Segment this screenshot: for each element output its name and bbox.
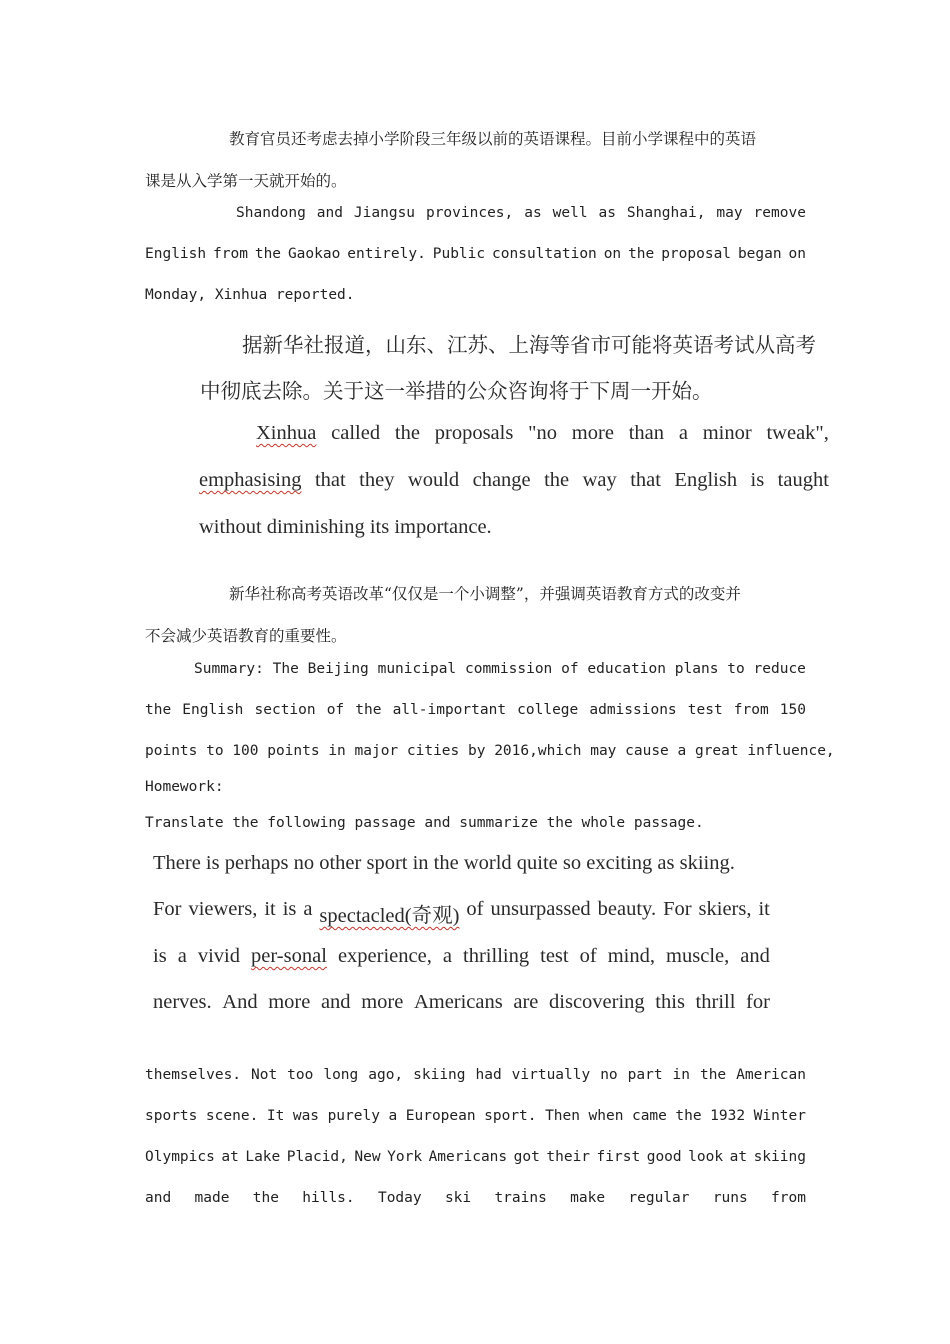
word: Gaokao <box>287 246 341 262</box>
passage-mono-line4 <box>145 1190 806 1206</box>
para3-cn-line1: 据新华社报道，山东、江苏、上海等省市可能将英语考试从高考 <box>242 333 816 357</box>
word: for <box>746 991 770 1013</box>
word: good <box>646 1149 682 1165</box>
passage-mono-line2 <box>145 1108 806 1124</box>
word: would <box>407 469 460 491</box>
word: tweak", <box>766 422 829 444</box>
passage-big-line4 <box>153 991 770 1014</box>
word: virtually <box>511 1067 591 1083</box>
word: this <box>655 991 685 1013</box>
word: unsurpassed <box>490 898 591 920</box>
word: from <box>213 246 248 262</box>
word: that <box>630 469 661 491</box>
word: nerves. <box>153 991 212 1013</box>
word: it <box>758 898 770 920</box>
word: as <box>598 205 616 221</box>
word: make <box>570 1190 606 1206</box>
word: commission <box>464 661 553 677</box>
word: the <box>628 246 655 262</box>
word: Summary: <box>194 661 264 677</box>
summary-line2 <box>145 702 806 718</box>
word: regular <box>628 1190 690 1206</box>
word: ski <box>444 1190 472 1206</box>
word: experience, <box>337 945 432 967</box>
word: came <box>631 1108 667 1124</box>
word: Not <box>251 1067 278 1083</box>
word: Shandong <box>236 205 306 221</box>
word: college <box>517 702 579 718</box>
word: reduce <box>753 661 806 677</box>
word: trains <box>494 1190 547 1206</box>
word: Olympics <box>145 1149 215 1165</box>
word: And <box>222 991 258 1013</box>
word: way <box>582 469 617 491</box>
word: the <box>252 1190 279 1206</box>
word: of <box>561 661 579 677</box>
homework-instruction: Translate the following passage and summarize the whole passage. <box>145 815 704 831</box>
word: For <box>153 898 182 920</box>
word: in <box>672 1067 690 1083</box>
para4-line1 <box>256 422 829 445</box>
word: skiers, <box>698 898 752 920</box>
word: consultation <box>492 246 597 262</box>
word: scene. <box>205 1108 259 1124</box>
word: the <box>355 702 382 718</box>
word: taught <box>777 469 829 491</box>
word: the <box>675 1108 702 1124</box>
word: sports <box>145 1108 198 1124</box>
para5-line2: 不会减少英语教育的重要性。 <box>145 627 347 645</box>
word: English <box>182 702 244 718</box>
word: was <box>292 1108 320 1124</box>
word: long <box>323 1067 359 1083</box>
word: York <box>387 1149 423 1165</box>
word: on <box>788 246 806 262</box>
word: ago, <box>368 1067 404 1083</box>
word: is <box>750 469 765 491</box>
word: their <box>546 1149 591 1165</box>
word: first <box>596 1149 641 1165</box>
word: 1932 <box>710 1108 746 1124</box>
word: from <box>733 702 769 718</box>
word: part <box>627 1067 663 1083</box>
passage-mono-line1 <box>145 1067 806 1083</box>
word: the <box>394 422 420 444</box>
word: on <box>603 246 622 262</box>
word: English <box>674 469 738 491</box>
para5-line1: 新华社称高考英语改革“仅仅是一个小调整”，并强调英语教育方式的改变并 <box>229 585 741 603</box>
word: too <box>287 1067 314 1083</box>
para1-line1: 教育官员还考虑去掉小学阶段三年级以前的英语课程。目前小学课程中的英语 <box>229 130 757 148</box>
word: and <box>145 1190 172 1206</box>
word: as <box>524 205 542 221</box>
word: skiing <box>413 1067 466 1083</box>
word: had <box>475 1067 502 1083</box>
word: Lake <box>245 1149 281 1165</box>
word: hills. <box>302 1190 355 1206</box>
word: a <box>303 898 313 920</box>
word: Placid, <box>286 1149 348 1165</box>
word: to <box>727 661 745 677</box>
word: discovering <box>549 991 645 1013</box>
word: well <box>552 205 588 221</box>
word: that <box>314 469 346 491</box>
word: runs <box>712 1190 748 1206</box>
word: European <box>405 1108 476 1124</box>
word: got <box>513 1149 540 1165</box>
word: more <box>361 991 404 1013</box>
word: skiing <box>753 1149 806 1165</box>
word: and <box>320 991 351 1013</box>
word: purely <box>327 1108 380 1124</box>
word: the <box>254 246 282 262</box>
word: at <box>729 1149 748 1165</box>
word: a <box>678 422 688 444</box>
word: made <box>194 1190 230 1206</box>
para4-line3: without diminishing its importance. <box>199 516 492 538</box>
word: a <box>177 945 187 967</box>
word: sport. <box>484 1108 537 1124</box>
word: education <box>587 661 666 677</box>
word: test <box>540 945 569 967</box>
para2-line3: Monday, Xinhua reported. <box>145 287 355 303</box>
word: is <box>282 898 297 920</box>
summary-line3: points to 100 points in major cities by 2016,which may cause a great influence, <box>145 743 835 759</box>
word: Shanghai, <box>626 205 706 221</box>
para2-line1 <box>236 205 806 221</box>
word: per-sonal <box>251 945 327 967</box>
word: began <box>737 246 782 262</box>
word: Jiangsu <box>353 205 416 221</box>
para2-line2 <box>145 246 806 262</box>
word: than <box>628 422 665 444</box>
word: "no <box>528 422 557 444</box>
word: called <box>331 422 381 444</box>
word: and <box>740 945 770 967</box>
word: they <box>359 469 395 491</box>
word: muscle, <box>666 945 730 967</box>
word: look <box>688 1149 724 1165</box>
word: thrill <box>695 991 736 1013</box>
homework-label: Homework: <box>145 779 224 795</box>
word: may <box>716 205 743 221</box>
word: Americans <box>428 1149 508 1165</box>
summary-line1 <box>194 661 806 677</box>
word: from <box>771 1190 806 1206</box>
word: Today <box>377 1190 422 1206</box>
passage-big-line2 <box>153 898 770 928</box>
word: admissions <box>589 702 677 718</box>
word: beauty. <box>597 898 657 920</box>
para3-cn-line2: 中彻底去除。关于这一举措的公众咨询将于下周一开始。 <box>200 379 713 403</box>
word: Winter <box>753 1108 806 1124</box>
word: Xinhua <box>256 422 317 444</box>
passage-big-line3 <box>153 945 770 968</box>
word: test <box>687 702 723 718</box>
word: mind, <box>607 945 656 967</box>
word: a <box>388 1108 398 1124</box>
word: Beijing <box>307 661 369 677</box>
word: when <box>588 1108 624 1124</box>
word: English <box>145 246 207 262</box>
word: emphasising <box>199 469 302 491</box>
word: proposals <box>434 422 514 444</box>
word: change <box>472 469 531 491</box>
word: of <box>466 898 484 920</box>
word: spectacled(奇观) <box>319 905 460 927</box>
word: it <box>264 898 276 920</box>
word: are <box>513 991 539 1013</box>
word: The <box>272 661 299 677</box>
word: 150 <box>779 702 806 718</box>
word: entirely. <box>347 246 426 262</box>
para4-line2 <box>199 469 829 492</box>
word: section <box>254 702 316 718</box>
word: of <box>326 702 345 718</box>
word: remove <box>753 205 806 221</box>
word: of <box>579 945 597 967</box>
word: For <box>663 898 692 920</box>
word: at <box>221 1149 239 1165</box>
passage-mono-line3 <box>145 1149 806 1165</box>
word: is <box>153 945 167 967</box>
word: vivid <box>197 945 241 967</box>
word: proposal <box>661 246 732 262</box>
word: Public <box>432 246 486 262</box>
word: plans <box>674 661 719 677</box>
word: the <box>699 1067 727 1083</box>
word: more <box>571 422 614 444</box>
word: municipal <box>377 661 457 677</box>
word: no <box>600 1067 618 1083</box>
word: provinces, <box>425 205 514 221</box>
word: all-important <box>392 702 507 718</box>
word: the <box>544 469 570 491</box>
passage-big-line1: There is perhaps no other sport in the world quite so exciting as skiing. <box>153 852 735 874</box>
word: minor <box>702 422 752 444</box>
word: Then <box>545 1108 580 1124</box>
word: themselves. <box>145 1067 242 1083</box>
word: more <box>268 991 311 1013</box>
word: a <box>442 945 452 967</box>
para1-line2: 课是从入学第一天就开始的。 <box>145 172 347 190</box>
word: Americans <box>413 991 503 1013</box>
word: thrilling <box>463 945 530 967</box>
word: New <box>354 1149 381 1165</box>
word: It <box>266 1108 285 1124</box>
word: American <box>736 1067 806 1083</box>
word: the <box>145 702 172 718</box>
word: viewers, <box>188 898 258 920</box>
word: and <box>316 205 343 221</box>
